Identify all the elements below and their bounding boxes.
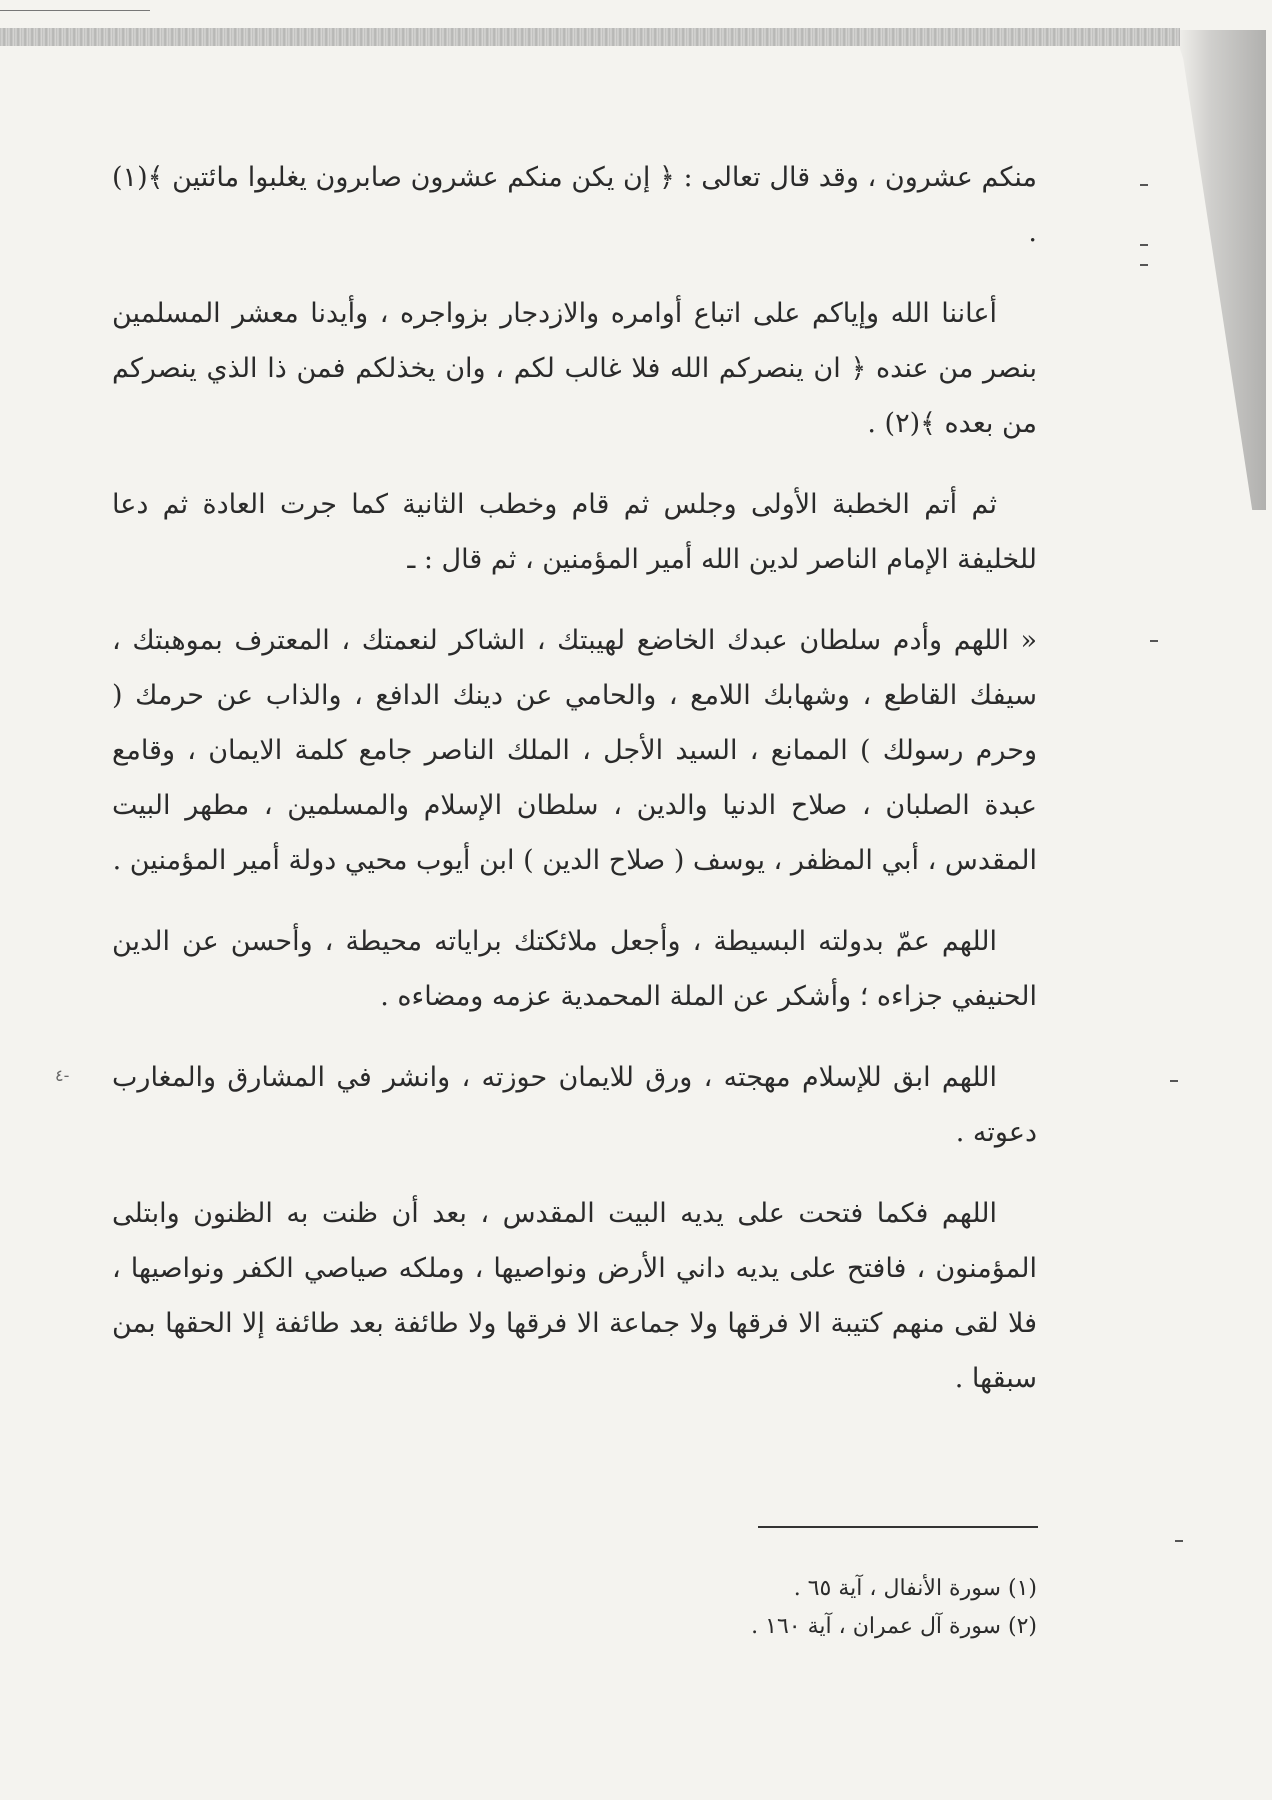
margin-mark xyxy=(1175,1540,1183,1542)
margin-mark xyxy=(1140,184,1148,186)
footnotes xyxy=(112,1570,1037,1646)
footnote-divider xyxy=(758,1526,1038,1528)
scan-edge-right xyxy=(1174,30,1266,510)
footnote-2: (٢) سورة آل عمران ، آية ١٦٠ . xyxy=(751,1614,1037,1639)
margin-speck: ٤- xyxy=(55,1066,70,1085)
paragraph-prayer-state: اللهم عمّ بدولته البسيطة ، وأجعل ملائكتك براياته محيطة ، وأحسن عن الدين الحنيفي جزاءه ؛ وأشكر عن الملة المحمدية عزمه ومضاءه . xyxy=(112,926,1037,1012)
paragraph-prayer-for-sultan: « اللهم وأدم سلطان عبدك الخاضع لهيبتك ، الشاكر لنعمتك ، المعترف بموهبتك ، سيفك القاطع ، وشهابك اللامع ، والحامي عن دينك الدافع ، والذاب عن حرمك ( وحرم رسولك ) الممانع ، السيد الأجل ، الملك الناصر جامع كلمة الايمان ، وقامع عبدة الصلبان ، صلاح الدنيا والدين ، سلطان الإسلام والمسلمين ، مطهر البيت المقدس ، أبي المظفر ، يوسف ( صلاح الدين ) ابن أيوب محيي دولة أمير المؤمنين . xyxy=(112,625,1037,876)
paragraph-second-sermon: ثم أتم الخطبة الأولى وجلس ثم قام وخطب الثانية كما جرت العادة ثم دعا للخليفة الإمام الناصر لدين الله أمير المؤمنين ، ثم قال : ـ xyxy=(112,489,1037,575)
paragraph-prayer-conquest: اللهم فكما فتحت على يديه البيت المقدس ، بعد أن ظنت به الظنون وابتلى المؤمنون ، فافتح على يديه داني الأرض ونواصيها ، وملكه صياصي الكفر ونواصيها ، فلا لقى منهم كتيبة الا فرقها ولا جماعة الا فرقها ولا طائفة بعد طائفة إلا الحقها بمن سبقها . xyxy=(112,1198,1037,1394)
margin-mark xyxy=(1170,1080,1178,1082)
margin-mark xyxy=(1150,640,1158,642)
margin-mark xyxy=(1140,264,1148,266)
paragraph-verse-continuation: منكم عشرون ، وقد قال تعالى : ﴿ إن يكن منكم عشرون صابرون يغلبوا مائتين ﴾(١) . xyxy=(112,162,1037,248)
margin-mark xyxy=(1140,244,1148,246)
paragraph-prayer-islam: اللهم ابق للإسلام مهجته ، ورق للايمان حوزته ، وانشر في المشارق والمغارب دعوته . xyxy=(112,1062,1037,1148)
scan-edge-top xyxy=(0,28,1180,46)
page-body xyxy=(112,150,1037,1432)
paragraph-supplication: أعاننا الله وإياكم على اتباع أوامره والازدجار بزواجره ، وأيدنا معشر المسلمين بنصر من عنده ﴿ ان ينصركم الله فلا غالب لكم ، وان يخذلكم فمن ذا الذي ينصركم من بعده ﴾(٢) . xyxy=(112,298,1037,439)
footnote-1: (١) سورة الأنفال ، آية ٦٥ . xyxy=(793,1576,1037,1601)
scan-edge-line xyxy=(0,10,150,11)
